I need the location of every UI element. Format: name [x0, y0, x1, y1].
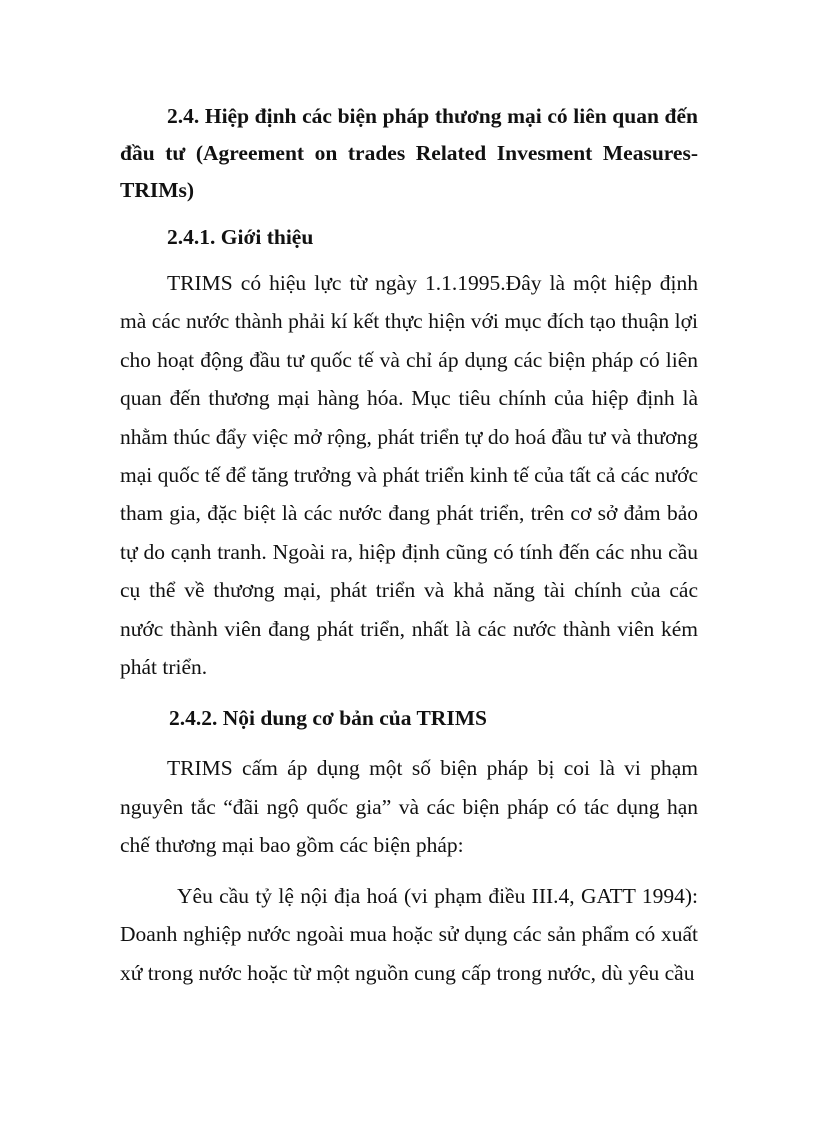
subsection-heading-basic-content: 2.4.2. Nội dung cơ bản của TRIMS	[169, 706, 487, 731]
document-body	[120, 98, 698, 992]
introduction-paragraph: TRIMS có hiệu lực từ ngày 1.1.1995.Đây là một hiệp định mà các nước thành phải kí kết thực hiện với mục đích tạo thuận lợi cho hoạt động đầu tư quốc tế và chỉ áp dụng các biện pháp có liên quan đến thương mại hàng hóa. Mục tiêu chính của hiệp định là nhằm thúc đẩy việc mở rộng, phát triển tự do hoá đầu tư và thương mại quốc tế để tăng trưởng và phát triển kinh tế của tất cả các nước tham gia, đặc biệt là các nước đang phát triển, trên cơ sở đảm bảo tự do cạnh tranh. Ngoài ra, hiệp định cũng có tính đến các nhu cầu cụ thể về thương mại, phát triển và khả năng tài chính của các nước thành viên đang phát triển, nhất là các nước thành viên kém phát triển.	[120, 271, 698, 680]
section-heading: 2.4. Hiệp định các biện pháp thương mại có liên quan đến đầu tư (Agreement on trades Related Invesment Measures-TRIMs)	[120, 104, 698, 202]
subsection-heading-introduction: 2.4.1. Giới thiệu	[167, 225, 314, 249]
basic-content-paragraph: TRIMS cấm áp dụng một số biện pháp bị coi là vi phạm nguyên tắc “đãi ngộ quốc gia” và các biện pháp có tác dụng hạn chế thương mại bao gồm các biện pháp:	[120, 756, 698, 858]
local-content-requirement-paragraph: Yêu cầu tỷ lệ nội địa hoá (vi phạm điều III.4, GATT 1994): Doanh nghiệp nước ngoài mua hoặc sử dụng các sản phẩm có xuất xứ trong nước hoặc từ một nguồn cung cấp trong nước, dù yêu cầu	[120, 883, 698, 985]
